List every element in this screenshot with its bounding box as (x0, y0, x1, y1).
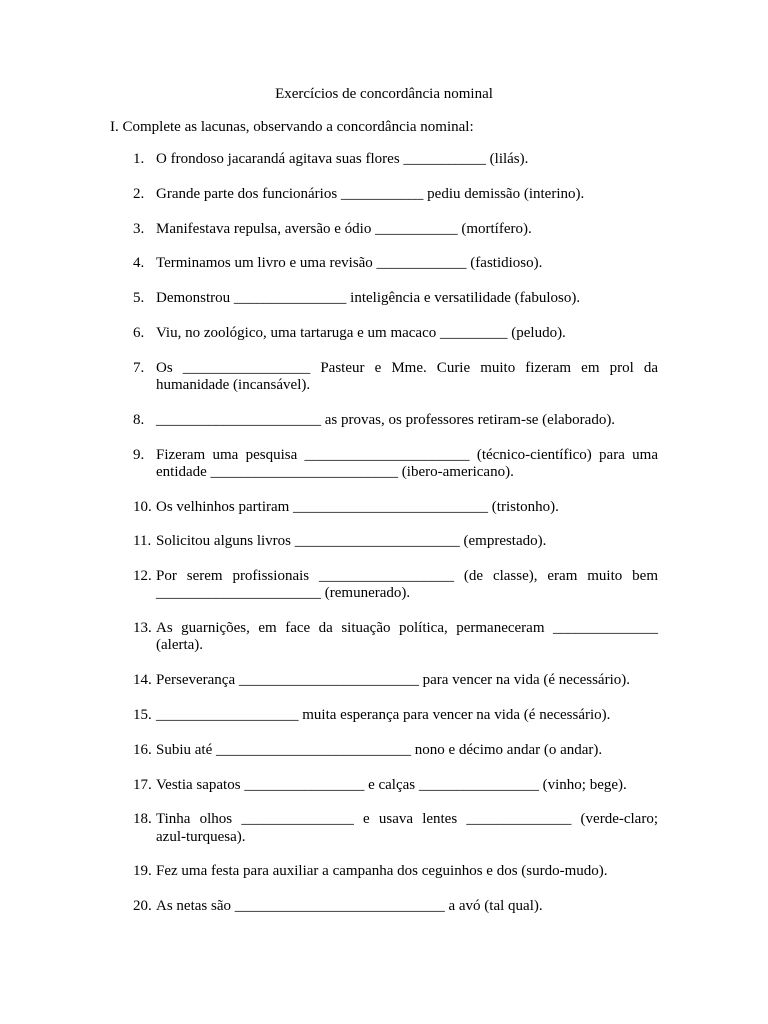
item-text-line: Tinha olhos _______________ e usava lentes ______________ (verde-claro; (156, 811, 658, 828)
item-text-line: humanidade (incansável). (156, 376, 311, 393)
item-text-line: Os _________________ Pasteur e Mme. Curie muito fizeram em prol da (156, 359, 658, 376)
exercise-item (133, 186, 658, 203)
item-text-line: entidade _________________________ (ibero-americano). (156, 463, 514, 480)
item-number: 18. (133, 811, 152, 828)
item-text-line: Fez uma festa para auxiliar a campanha dos ceguinhos e dos (surdo-mudo). (156, 863, 608, 880)
item-number: 19. (133, 863, 152, 880)
item-text-line: Manifestava repulsa, aversão e ódio ___________ (mortífero). (156, 220, 532, 237)
item-number: 9. (133, 446, 145, 463)
item-text-line: Por serem profissionais __________________ (de classe), eram muito bem (156, 568, 658, 585)
exercise-item (133, 151, 658, 168)
item-number: 17. (133, 776, 152, 793)
exercise-item (133, 221, 658, 238)
item-text-line: ___________________ muita esperança para vencer na vida (é necessário). (156, 706, 611, 723)
item-text (156, 672, 658, 689)
exercise-item (133, 620, 658, 654)
item-text (156, 898, 658, 915)
item-text-line: As guarnições, em face da situação política, permaneceram ______________ (156, 620, 658, 637)
exercise-item (133, 290, 658, 307)
item-text (156, 533, 658, 550)
exercise-item (133, 777, 658, 794)
exercise-list (133, 151, 658, 933)
item-text (156, 360, 658, 394)
item-text-line: Grande parte dos funcionários ___________ pediu demissão (interino). (156, 185, 585, 202)
exercise-item (133, 499, 658, 516)
item-text (156, 255, 658, 272)
item-text-line: ______________________ as provas, os professores retiram-se (elaborado). (156, 411, 616, 428)
item-number: 14. (133, 672, 152, 689)
item-number: 6. (133, 324, 145, 341)
item-number: 1. (133, 151, 145, 167)
item-number: 2. (133, 185, 145, 202)
item-text (156, 742, 658, 759)
item-text (156, 777, 658, 794)
exercise-item (133, 447, 658, 481)
exercise-item (133, 672, 658, 689)
item-number: 11. (133, 533, 152, 550)
item-text-line: Terminamos um livro e uma revisão ____________ (fastidioso). (156, 255, 543, 272)
item-text (156, 221, 658, 238)
item-text (156, 151, 658, 168)
item-text-line: Viu, no zoológico, uma tartaruga e um macaco _________ (peludo). (156, 324, 566, 341)
item-text (156, 707, 658, 724)
item-text-line: O frondoso jacarandá agitava suas flores ___________ (lilás). (156, 151, 529, 167)
item-number: 16. (133, 741, 152, 758)
item-text (156, 186, 658, 203)
item-number: 12. (133, 568, 152, 585)
item-text-line: Subiu até __________________________ nono e décimo andar (o andar). (156, 741, 603, 758)
item-text-line: (alerta). (156, 637, 204, 654)
item-text (156, 290, 658, 307)
exercise-item (133, 742, 658, 759)
item-number: 10. (133, 498, 152, 515)
item-text-line: Solicitou alguns livros ______________________ (emprestado). (156, 533, 547, 550)
item-text-line: Perseverança ________________________ para vencer na vida (é necessário). (156, 672, 630, 689)
exercise-item (133, 255, 658, 272)
item-text-line: azul-turquesa). (156, 828, 246, 845)
item-text (156, 447, 658, 481)
item-number: 4. (133, 255, 145, 272)
item-text (156, 568, 658, 602)
item-text (156, 325, 658, 342)
item-text (156, 412, 658, 429)
item-number: 15. (133, 706, 152, 723)
item-number: 3. (133, 220, 145, 237)
exercise-item (133, 898, 658, 915)
item-number: 5. (133, 290, 145, 307)
item-text-line: Fizeram uma pesquisa ______________________ (técnico-científico) para uma (156, 446, 658, 463)
exercise-item (133, 325, 658, 342)
exercise-item (133, 568, 658, 602)
item-number: 8. (133, 411, 145, 428)
exercise-item (133, 811, 658, 845)
page-title: Exercícios de concordância nominal (275, 86, 493, 102)
item-text-line: Os velhinhos partiram __________________________ (tristonho). (156, 498, 559, 515)
item-text (156, 811, 658, 845)
exercise-item (133, 863, 658, 880)
item-text (156, 499, 658, 516)
item-text (156, 863, 658, 880)
exercise-item (133, 533, 658, 550)
item-text-line: As netas são ____________________________ a avó (tal qual). (156, 898, 543, 915)
exercise-item (133, 412, 658, 429)
item-number: 7. (133, 359, 145, 376)
item-text-line: Vestia sapatos ________________ e calças ________________ (vinho; bege). (156, 776, 627, 793)
item-text (156, 620, 658, 654)
item-number: 13. (133, 620, 152, 637)
exercise-item (133, 707, 658, 724)
item-number: 20. (133, 898, 152, 915)
exercise-item (133, 360, 658, 394)
item-text-line: ______________________ (remunerado). (156, 585, 411, 602)
item-text-line: Demonstrou _______________ inteligência e versatilidade (fabuloso). (156, 290, 581, 307)
exercise-instruction: I. Complete as lacunas, observando a concordância nominal: (110, 119, 474, 135)
